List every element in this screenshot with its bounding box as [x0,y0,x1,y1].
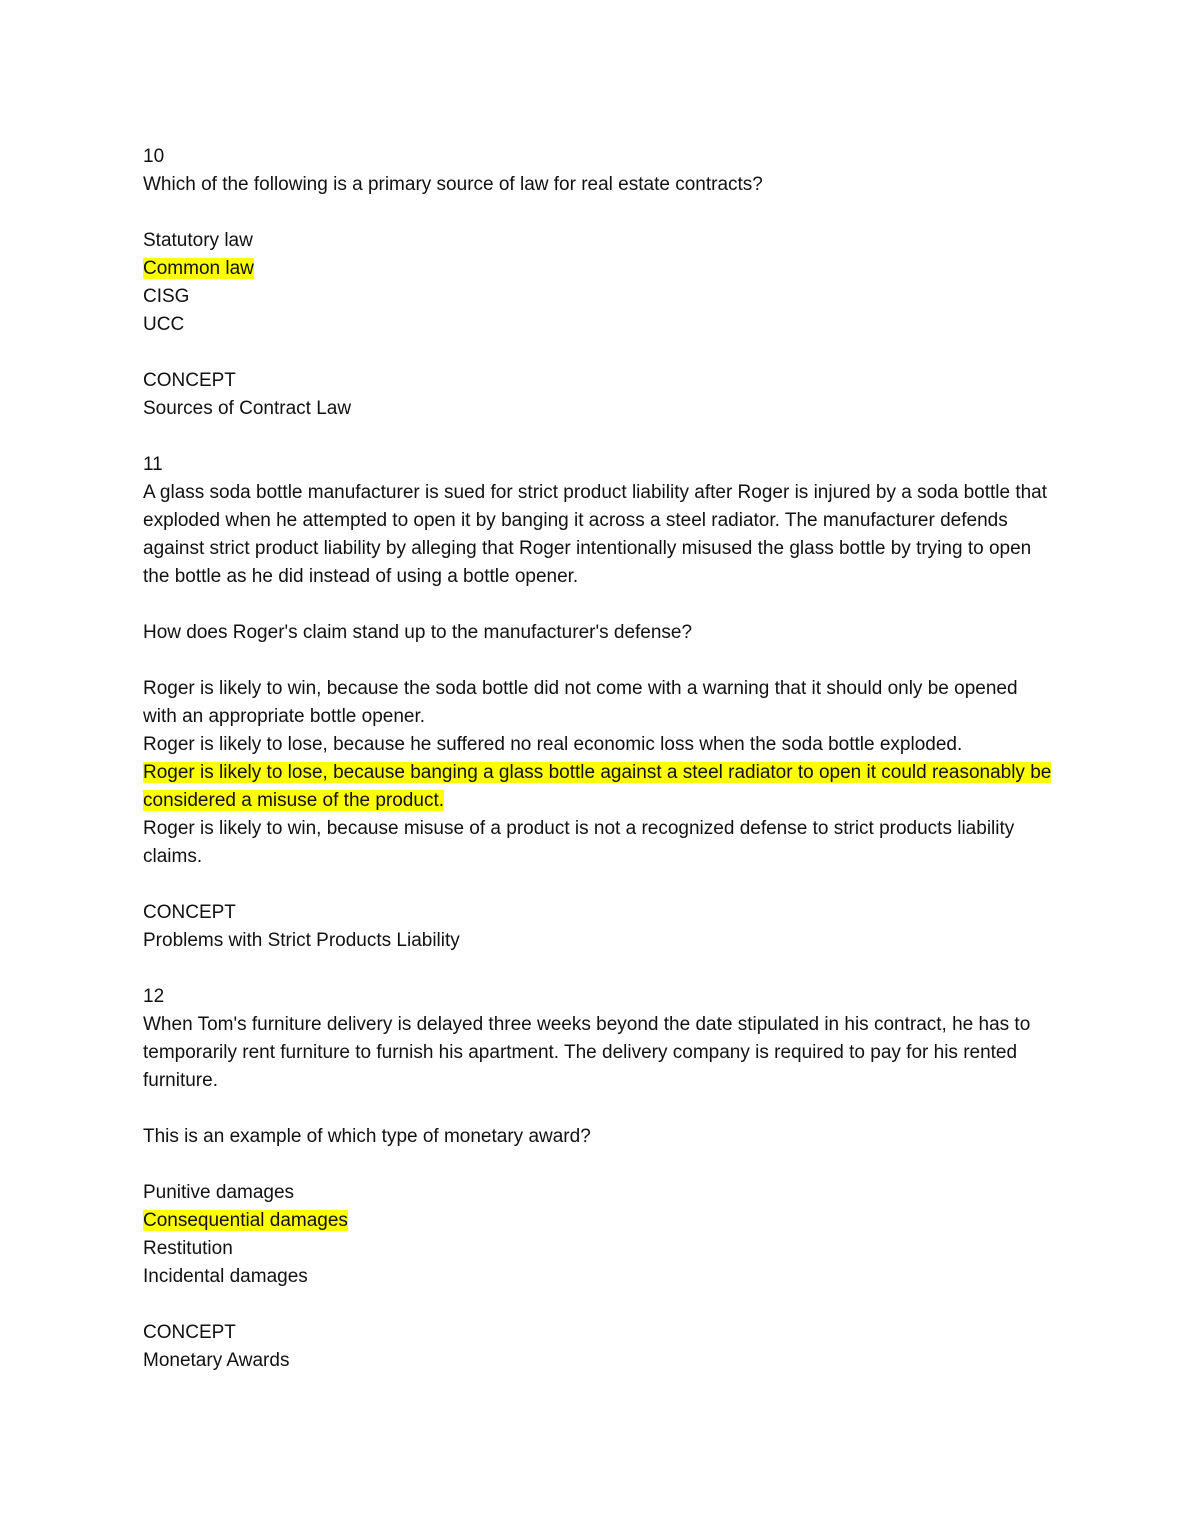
answer-option: Roger is likely to lose, because he suffered no real economic loss when the soda bottle exploded. [143,734,963,755]
concept-name: Sources of Contract Law [143,398,352,419]
question-scenario: A glass soda bottle manufacturer is sued for strict product liability after Roger is injured by a soda bottle that exploded when he attempted to open it by banging it across a steel radiator. The manufacturer defends against strict product liability by alleging that Roger intentionally misused the glass bottle by trying to open the bottle as he did instead of using a bottle opener. [143,482,1053,587]
answer-option: Punitive damages [143,1182,295,1203]
question-scenario: When Tom's furniture delivery is delayed three weeks beyond the date stipulated in his contract, he has to temporarily rent furniture to furnish his apartment. The delivery company is required to pay for his rented furniture. [143,1014,1036,1091]
answer-option: Roger is likely to win, because misuse of a product is not a recognized defense to strict products liability claims. [143,818,1015,867]
question-number: 12 [143,986,165,1007]
correct-answer-highlight: Common law [143,258,254,279]
answer-option: Roger is likely to win, because the soda bottle did not come with a warning that it should only be opened with an appropriate bottle opener. [143,678,1018,727]
question-number: 10 [143,146,165,167]
question-12 [143,983,1053,1375]
answer-option-correct [143,1207,1053,1235]
question-11 [143,451,1053,983]
concept-label: CONCEPT [143,370,236,391]
answer-option-correct [143,759,1053,815]
answer-option: CISG [143,286,190,307]
answer-option: Restitution [143,1238,233,1259]
correct-answer-highlight: Roger is likely to lose, because banging a glass bottle against a steel radiator to open it could reasonably be considered a misuse of the product. [143,762,1052,811]
question-prompt: How does Roger's claim stand up to the manufacturer's defense? [143,622,693,643]
question-prompt: This is an example of which type of monetary award? [143,1126,591,1147]
question-10 [143,143,1053,451]
concept-label: CONCEPT [143,1322,236,1343]
question-number: 11 [143,454,163,475]
question-prompt: Which of the following is a primary source of law for real estate contracts? [143,174,763,195]
concept-name: Monetary Awards [143,1350,290,1371]
answer-option: UCC [143,314,185,335]
answer-option: Statutory law [143,230,253,251]
concept-name: Problems with Strict Products Liability [143,930,460,951]
concept-label: CONCEPT [143,902,236,923]
correct-answer-highlight: Consequential damages [143,1210,348,1231]
answer-option: Incidental damages [143,1266,308,1287]
document-body [143,143,1053,1375]
answer-option-correct [143,255,1053,283]
